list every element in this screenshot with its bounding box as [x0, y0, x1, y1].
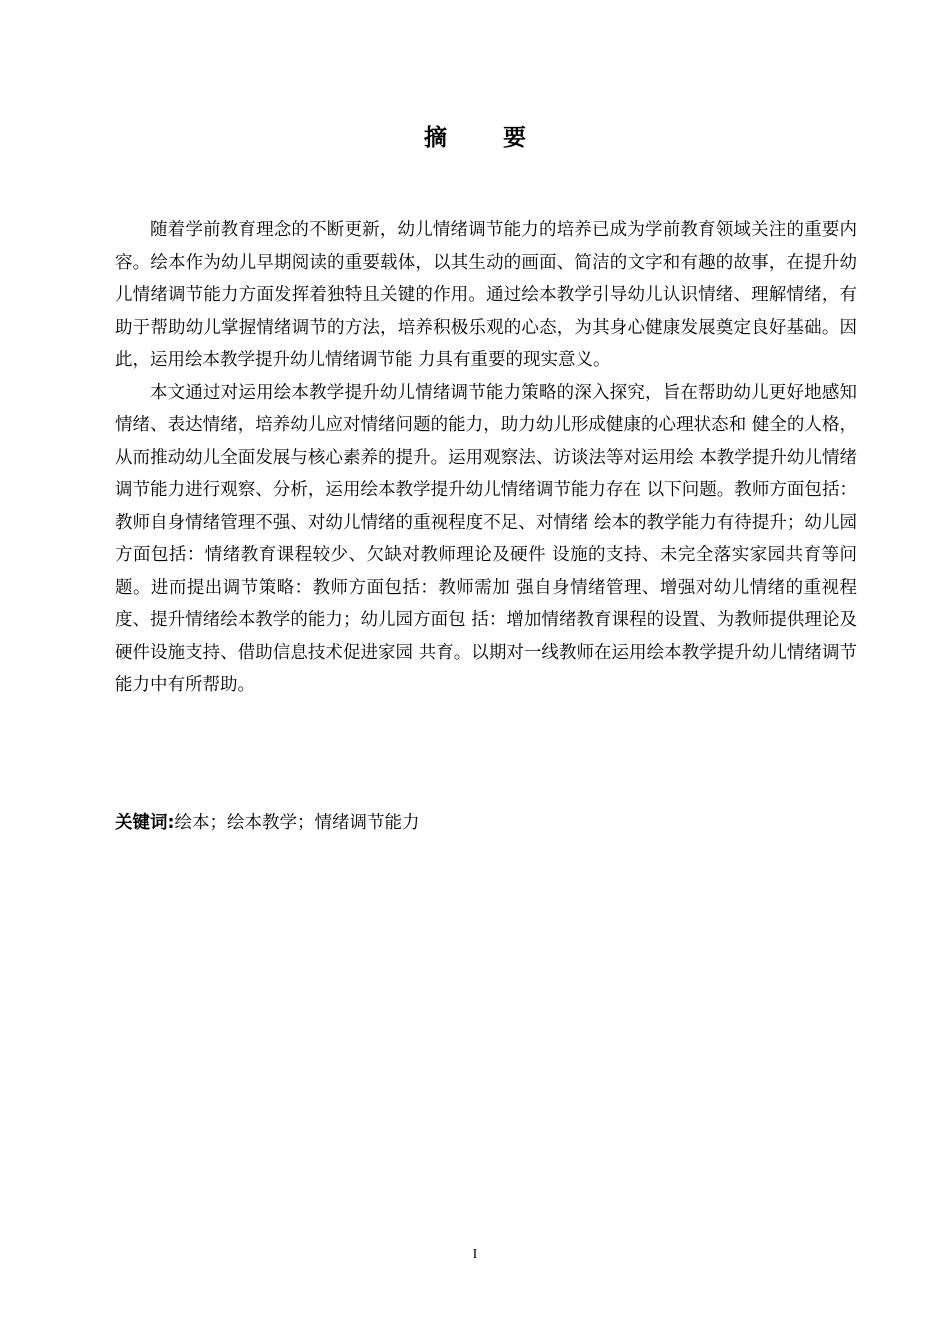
abstract-title: 摘 要 [423, 125, 550, 151]
abstract-paragraph-2: 本文通过对运用绘本教学提升幼儿情绪调节能力策略的深入探究，旨在帮助幼儿更好地感知情绪、表达情绪，培养幼儿应对情绪问题的能力，助力幼儿形成健康的心理状态和 健全的人格，从而推动幼儿全面发展与核心素养的提升。运用观察法、访谈法等对运用绘 本教学提升幼儿情绪调节能力进行观察、分析，运用绘本教学提升幼儿情绪调节能力存在 以下问题。教师方面包括：教师自身情绪管理不强、对幼儿情绪的重视程度不足、对情绪 绘本的教学能力有待提升；幼儿园方面包括：情绪教育课程较少、欠缺对教师理论及硬件 设施的支持、未完全落实家园共育等问题。进而提出调节策略：教师方面包括：教师需加 强自身情绪管理、增强对幼儿情绪的重视程度、提升情绪绘本教学的能力；幼儿园方面包 括：增加情绪教育课程的设置、为教师提供理论及硬件设施支持、借助信息技术促进家园 共育。以期对一线教师在运用绘本教学提升幼儿情绪调节能力中有所帮助。 [115, 382, 857, 695]
abstract-body [115, 214, 857, 702]
keywords-line [115, 809, 857, 837]
keywords-label: 关键词: [115, 813, 175, 833]
page-number: I [472, 1247, 478, 1262]
abstract-paragraph-1: 随着学前教育理念的不断更新，幼儿情绪调节能力的培养已成为学前教育领域关注的重要内容。绘本作为幼儿早期阅读的重要载体，以其生动的画面、简洁的文字和有趣的故事，在提升幼儿情绪调节能力方面发挥着独特且关键的作用。通过绘本教学引导幼儿认识情绪、理解情绪，有助于帮助幼儿掌握情绪调节的方法，培养积极乐观的心态，为其身心健康发展奠定良好基础。因此，运用绘本教学提升幼儿情绪调节能 力具有重要的现实意义。 [115, 220, 857, 370]
keywords-value: 绘本；绘本教学；情绪调节能力 [174, 813, 420, 833]
